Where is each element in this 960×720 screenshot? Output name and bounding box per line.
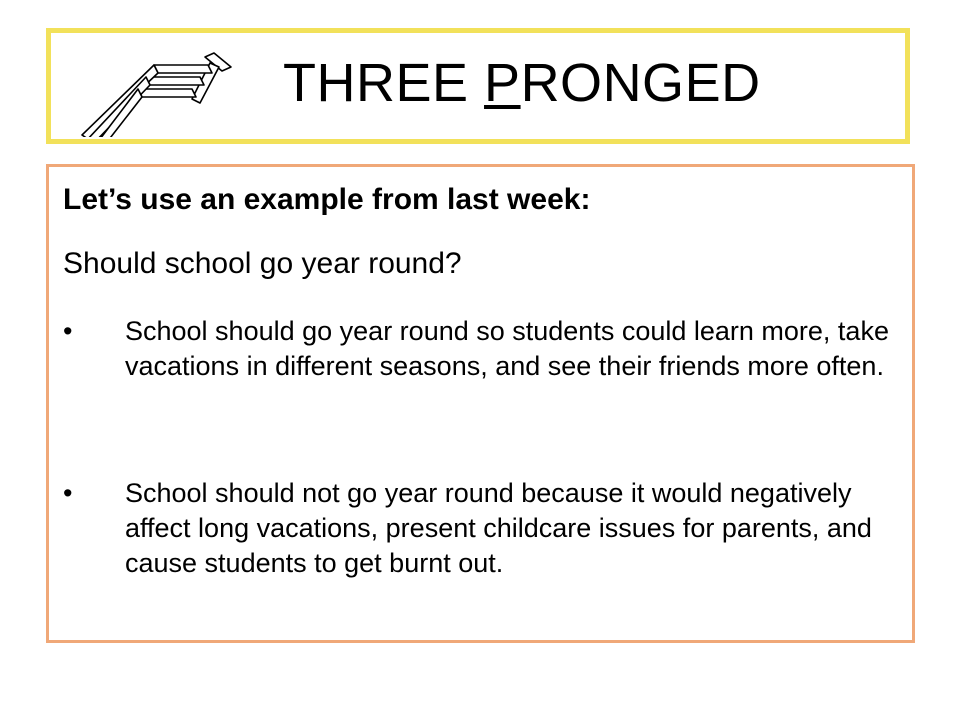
bullet-text: School should not go year round because it would negatively affect long vacations, present childcare issues for parents, and cause students to get burnt out. bbox=[125, 478, 872, 578]
bullet-text: School should go year round so students could learn more, take vacations in different seasons, and see their friends more often. bbox=[125, 316, 889, 381]
bullet-icon: • bbox=[63, 316, 73, 346]
title-box bbox=[46, 28, 910, 144]
title-part-1: THREE bbox=[283, 53, 485, 113]
example-question: Should school go year round? bbox=[63, 247, 462, 280]
title-part-2: RONGED bbox=[520, 53, 761, 113]
content-box bbox=[46, 164, 915, 643]
list-item bbox=[63, 476, 901, 581]
list-item bbox=[63, 314, 901, 384]
slide-title bbox=[283, 53, 761, 113]
content-heading: Let’s use an example from last week: bbox=[63, 183, 591, 216]
three-pronged-fork-icon bbox=[76, 47, 236, 137]
bullet-icon: • bbox=[63, 478, 73, 508]
title-underlined-letter: P bbox=[484, 53, 521, 113]
